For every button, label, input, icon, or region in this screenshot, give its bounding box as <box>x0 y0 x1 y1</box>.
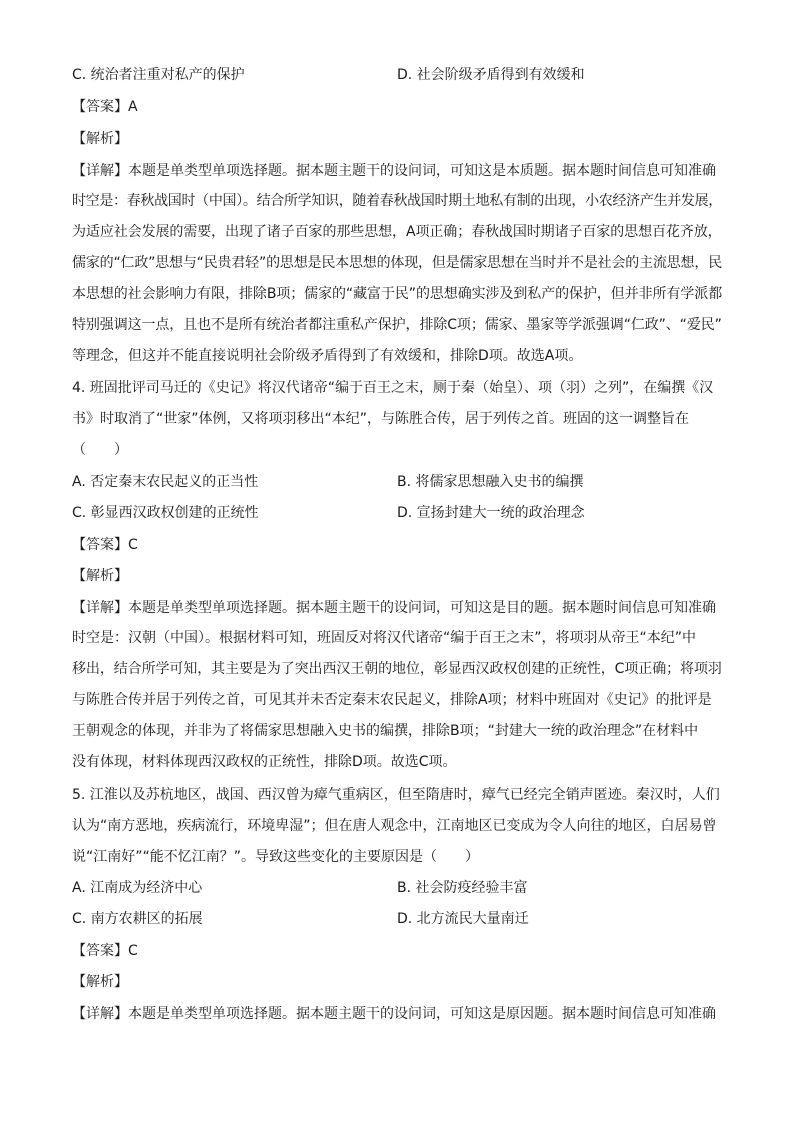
q5-analysis-label: 【解析】 <box>72 974 128 990</box>
q3-explanation-line: 为适应社会发展的需要，出现了诸子百家的那些思想，A项正确；春秋战国时期诸子百家的思想百花齐放， <box>72 224 722 240</box>
q5-option-d: D. 北方流民大量南迁 <box>397 911 529 927</box>
q3-explanation-line: 本思想的社会影响力有限，排除B项；儒家的“藏富于民”的思想确实涉及到私产的保护，但并非所有学派都 <box>72 286 723 302</box>
q4-stem-line: 书》时取消了“世家”体例，又将项羽移出“本纪”，与陈胜合传，居于列传之首。班固的这一调整旨在 <box>72 411 690 427</box>
q3-option-d: D. 社会阶级矛盾得到有效缓和 <box>397 67 585 83</box>
q5-explanation-line: 【详解】本题是单类型单项选择题。据本题主题干的设问词，可知这是原因题。据本题时间信息可知准确 <box>72 1006 716 1022</box>
q3-explanation-line: 【详解】本题是单类型单项选择题。据本题主题干的设问词，可知这是本质题。据本题时间信息可知准确 <box>72 163 716 179</box>
q4-stem-line: （ ） <box>72 442 128 458</box>
q4-explanation-line: 与陈胜合传并居于列传之首，可见其并未否定秦末农民起义，排除A项；材料中班固对《史记》的批评是 <box>72 692 712 708</box>
q4-explanation-line: 时空是：汉朝（中国）。根据材料可知，班固反对将汉代诸帝“编于百王之末”，将项羽从帝王“本纪”中 <box>72 630 697 646</box>
q5-option-a: A. 江南成为经济中心 <box>72 880 203 896</box>
q5-stem-line: 5. 江淮以及苏杭地区，战国、西汉曾为瘴气重病区，但至隋唐时，瘴气已经完全销声匿迹。秦汉时，人们 <box>72 787 720 803</box>
q4-stem-line: 4. 班固批评司马迁的《史记》将汉代诸帝“编于百王之末，厕于秦（始皇）、项（羽）之列”，在编撰《汉 <box>72 380 714 396</box>
q5-stem-line: 认为“南方恶地，疾病流行，环境卑湿”；但在唐人观念中，江南地区已变成为令人向往的地区，白居易曾 <box>72 818 717 834</box>
q4-explanation-line: 王朝观念的体现，并非为了将儒家思想融入史书的编撰，排除B项；“封建大一统的政治理念”在材料中 <box>72 723 699 739</box>
q4-option-d: D. 宣扬封建大一统的政治理念 <box>397 505 585 521</box>
q4-option-a: A. 否定秦末农民起义的正当性 <box>72 474 259 490</box>
q4-explanation-line: 移出，结合所学可知，其主要是为了突出西汉王朝的地位，彰显西汉政权创建的正统性，C项正确；将项羽 <box>72 661 722 677</box>
q3-option-c: C. 统治者注重对私产的保护 <box>72 67 245 83</box>
q4-option-c: C. 彰显西汉政权创建的正统性 <box>72 505 259 521</box>
q3-explanation-line: 特别强调这一点，且也不是所有统治者都注重私产保护，排除C项；儒家、墨家等学派强调“仁政”、“爱民” <box>72 317 722 333</box>
q5-answer: 【答案】C <box>72 943 138 959</box>
q3-explanation-line: 时空是：春秋战国时（中国）。结合所学知识，随着春秋战国时期土地私有制的出现，小农经济产生并发展， <box>72 193 722 209</box>
q4-answer: 【答案】C <box>72 537 138 553</box>
q5-option-b: B. 社会防疫经验丰富 <box>397 880 528 896</box>
q4-explanation-line: 【详解】本题是单类型单项选择题。据本题主题干的设问词，可知这是目的题。据本题时间信息可知准确 <box>72 600 716 616</box>
q4-option-b: B. 将儒家思想融入史书的编撰 <box>397 474 584 490</box>
q3-explanation-line: 等理念，但这并不能直接说明社会阶级矛盾得到了有效缓和，排除D项。故选A项。 <box>72 348 583 364</box>
q5-stem-line: 说“江南好”“能不忆江南？”。导致这些变化的主要原因是（ ） <box>72 849 480 865</box>
q4-explanation-line: 没有体现，材料体现西汉政权的正统性，排除D项。故选C项。 <box>72 754 457 770</box>
q4-analysis-label: 【解析】 <box>72 568 128 584</box>
q3-analysis-label: 【解析】 <box>72 131 128 147</box>
q3-answer: 【答案】A <box>72 99 138 115</box>
q5-option-c: C. 南方农耕区的拓展 <box>72 911 203 927</box>
q3-explanation-line: 儒家的“仁政”思想与“民贵君轻”的思想是民本思想的体现，但是儒家思想在当时并不是社会的主流思想，民 <box>72 255 723 271</box>
